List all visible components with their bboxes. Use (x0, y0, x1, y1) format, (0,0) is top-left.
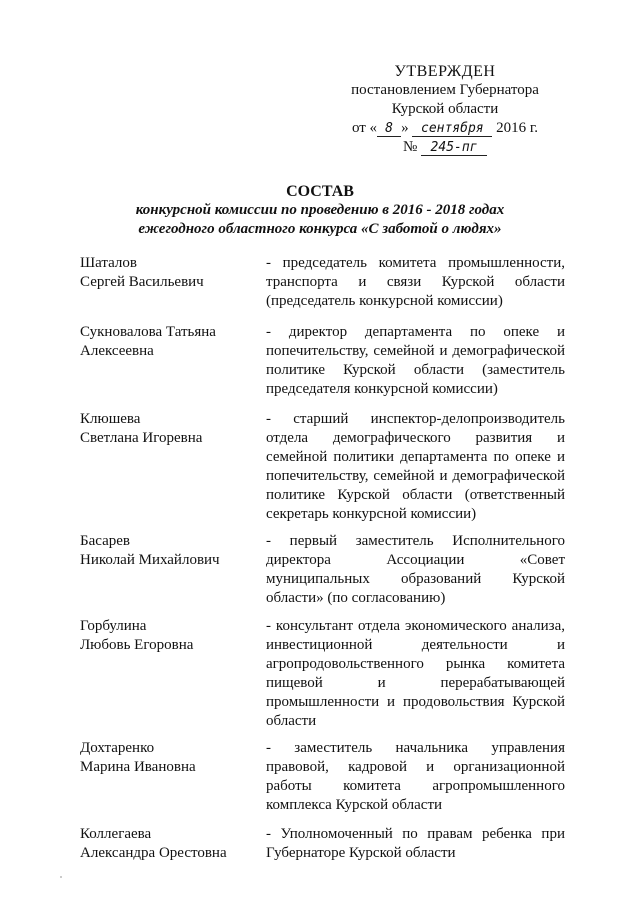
member-role: - директор департамента по опеке и попечительству, семейной и демографической политике Курской области (заместитель председателя конкурсной комиссии) (266, 324, 565, 397)
member-role: - заместитель начальника управления правовой, кадровой и организационной работы комитета агропромышленного комплекса Курской области (266, 740, 565, 813)
member-name (80, 825, 250, 863)
date-year: 2016 г. (496, 120, 539, 136)
date-prefix: от « (351, 120, 378, 136)
approval-line-2: Курской области (391, 101, 499, 117)
approval-heading: УТВЕРЖДЕН (394, 63, 496, 80)
member-given-name: Сергей Васильевич (80, 274, 204, 290)
scan-speck (60, 876, 62, 878)
member-role: - Уполномоченный по правам ребенка при Губернаторе Курской области (266, 826, 565, 861)
document-title (0, 182, 640, 239)
member-surname: Коллегаева (80, 826, 152, 842)
member-given-name: Алексеевна (80, 343, 154, 359)
date-mid: » (401, 120, 409, 136)
number-prefix: № (402, 139, 418, 155)
member-surname: Басарев (80, 533, 131, 549)
member-surname: Клюшева (80, 411, 141, 427)
date-day: 8 (377, 122, 401, 137)
member-name (80, 323, 250, 361)
member-surname: Сукновалова Татьяна (80, 324, 216, 340)
number-value: 245-пг (421, 141, 487, 156)
member-role: - председатель комитета промышленности, транспорта и связи Курской области (председатель конкурсной комиссии) (266, 255, 565, 309)
member-role: - первый заместитель Исполнительного директора Ассоциации «Совет муниципальных образований Курской области» (по согласованию) (266, 533, 565, 606)
member-role: - старший инспектор-делопроизводитель отдела демографического развития и семейной политики департамента по опеке и попечительству, семейной и демографической политике Курской области (ответственный секретарь конкурсной комиссии) (266, 411, 565, 522)
member-name (80, 617, 250, 655)
date-month: сентября (412, 122, 492, 137)
title-line-1: СОСТАВ (286, 183, 354, 200)
approval-line-1: постановлением Губернатора (351, 82, 539, 98)
approval-date (330, 119, 560, 138)
member-given-name: Любовь Егоровна (80, 637, 194, 653)
member-given-name: Александра Орестовна (80, 845, 227, 861)
member-name (80, 410, 250, 448)
member-given-name: Марина Ивановна (80, 759, 196, 775)
member-given-name: Николай Михайлович (80, 552, 220, 568)
member-role: - консультант отдела экономического анализа, инвестиционной деятельности и агропродовольственного рынка комитета пищевой и перерабатывающей промышленности и продовольствия Курской области (266, 618, 565, 729)
member-surname: Дохтаренко (80, 740, 155, 756)
title-line-2: конкурсной комиссии по проведению в 2016 - 2018 годах (135, 202, 505, 218)
member-surname: Горбулина (80, 618, 147, 634)
title-line-3: ежегодного областного конкурса «С заботой о людях» (138, 221, 502, 237)
approval-number (330, 138, 560, 157)
member-name (80, 254, 250, 292)
member-given-name: Светлана Игоревна (80, 430, 203, 446)
member-name (80, 532, 250, 570)
member-surname: Шаталов (80, 255, 137, 271)
approval-block (330, 62, 560, 157)
member-name (80, 739, 250, 777)
